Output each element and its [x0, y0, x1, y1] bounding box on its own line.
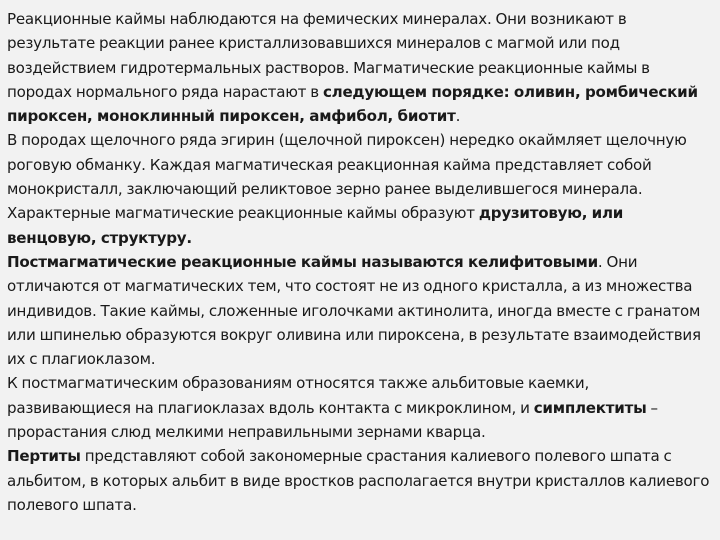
text-run: – прорастания слюд мелкими неправильными зернами кварца.	[7, 398, 658, 442]
bold-text-run: Постмагматические реакционные каймы называются келифитовыми	[7, 252, 598, 271]
paragraph-postmagmatic-formations	[7, 371, 710, 444]
bold-text-run: следующем порядке: оливин, ромбический пироксен, моноклинный пироксен, амфибол, биотит	[7, 82, 698, 126]
paragraph-kelyphitic-rims	[7, 250, 710, 371]
bold-text-run: друзитовую, или венцовую, структуру.	[7, 204, 624, 247]
text-run: представляют собой закономерные срастания калиевого полевого шпата с альбитом, в которых альбит в виде вростков располагается внутри кристаллов калиевого полевого шпата.	[7, 447, 710, 514]
text-run: Реакционные каймы наблюдаются на фемических минералах. Они возникают в результате реакции ранее кристаллизовавшихся минералов с магмой или под воздействием гидротермальных растворов. Магматические реакционные каймы в породах нормального ряда нарастают в	[7, 10, 650, 101]
text-run: . Они отличаются от магматических тем, что состоят не из одного кристалла, а из множества индивидов. Такие каймы, сложенные иголочками актинолита, иногда вместе с гранатом или шпинелью образуются вокруг оливина или пироксена, в результате взаимодействия их с плагиоклазом.	[7, 252, 701, 369]
text-run: .	[455, 107, 461, 126]
bold-text-run: симплектиты	[533, 398, 647, 417]
text-run: К постмагматическим образованиям относятся также альбитовые каемки, развивающиеся на плагиоклазах вдоль контакта с микроклином, и	[7, 374, 590, 417]
paragraph-perthites	[7, 444, 710, 517]
text-run: В породах щелочного ряда эгирин (щелочной пироксен) нередко окаймляет щелочную роговую обманку. Каждая магматическая реакционная кайма представляет собой монокристалл, заключающий реликтовое зерно ранее выделившегося минерала. Характерные магматические реакционные каймы образуют	[7, 131, 687, 223]
bold-text-run: Пертиты	[7, 447, 81, 466]
paragraph-alkaline-series	[7, 128, 710, 249]
paragraph-reaction-rims	[7, 7, 710, 128]
document-body	[7, 7, 710, 517]
